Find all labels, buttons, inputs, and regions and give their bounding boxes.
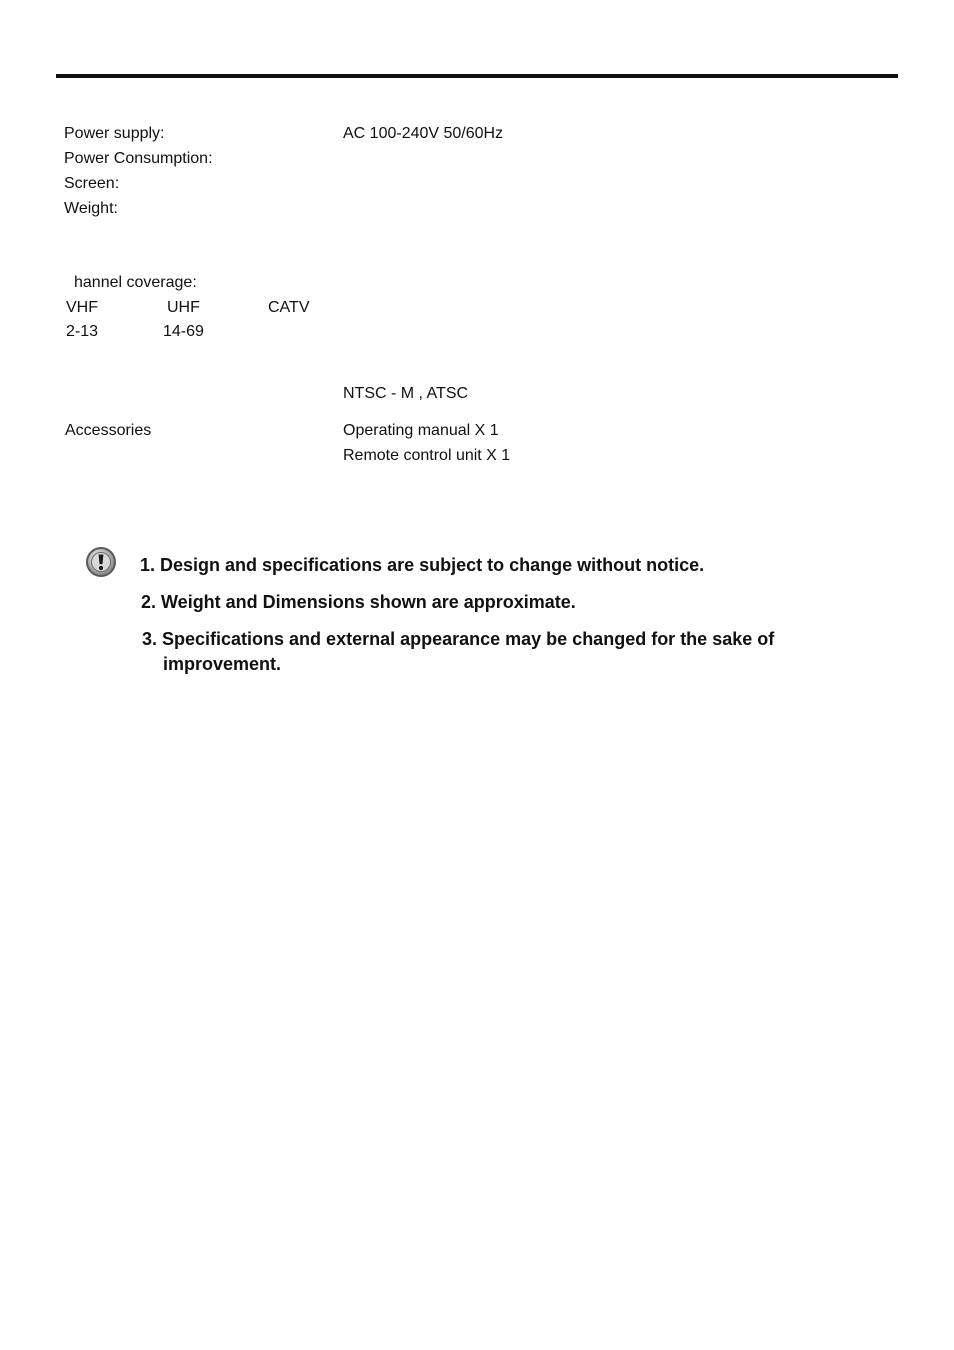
screen-label: Screen: [64, 175, 120, 192]
accessory-item: Remote control unit X 1 [343, 447, 511, 464]
accessory-item: Operating manual X 1 [343, 422, 499, 439]
channel-header-vhf: VHF [66, 299, 98, 316]
accessories-label: Accessories [65, 422, 152, 439]
power-supply-label: Power supply: [64, 125, 165, 142]
weight-label: Weight: [64, 200, 118, 217]
note-item: 2. Weight and Dimensions shown are approximate. [141, 592, 576, 612]
channel-header-catv: CATV [268, 299, 310, 316]
broadcast-system-value: NTSC - M , ATSC [343, 385, 469, 402]
channel-value-vhf: 2-13 [66, 323, 99, 340]
note-item-continuation: improvement. [163, 654, 282, 674]
power-supply-value: AC 100-240V 50/60Hz [343, 125, 504, 142]
header-rule [56, 74, 898, 78]
note-item: 3. Specifications and external appearance may be changed for the sake of [142, 629, 775, 649]
note-item: 1. Design and specifications are subject to change without notice. [140, 555, 705, 575]
power-consumption-label: Power Consumption: [64, 150, 213, 167]
channel-coverage-title: hannel coverage: [74, 274, 197, 291]
channel-value-uhf: 14-69 [163, 323, 204, 340]
caution-exclamation-icon [85, 546, 117, 578]
channel-header-uhf: UHF [167, 299, 200, 316]
